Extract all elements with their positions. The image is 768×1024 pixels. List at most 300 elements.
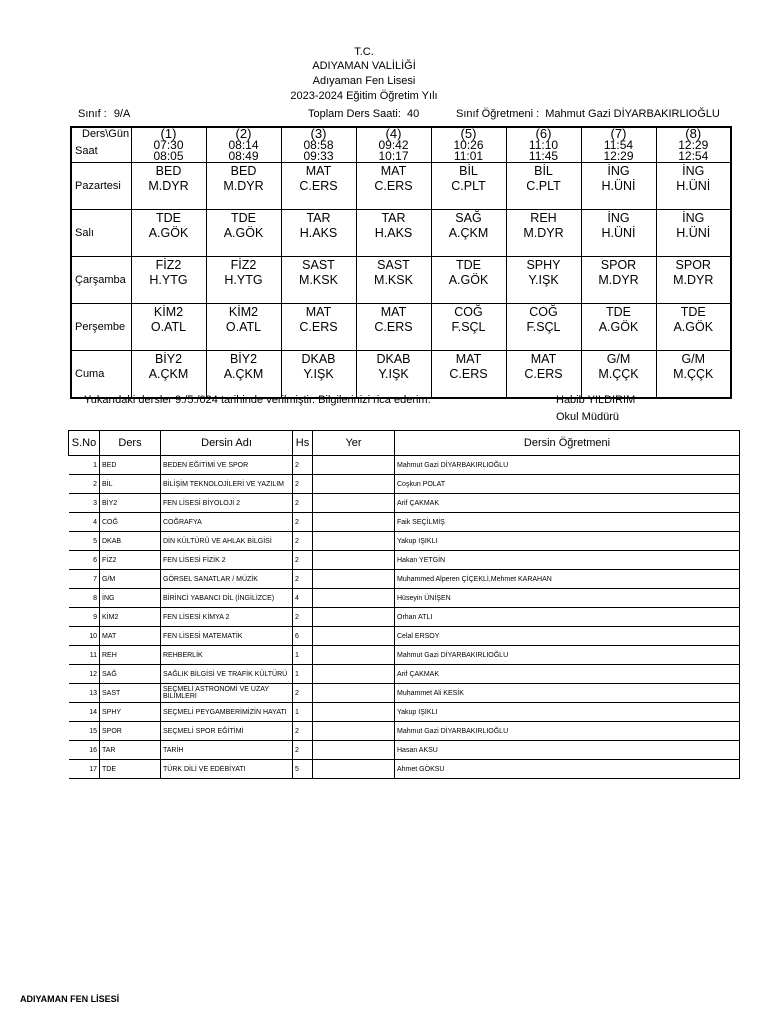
lesson-teacher-name: Hüseyin ÜNİŞEN: [395, 589, 740, 608]
period-number: (5): [431, 127, 506, 140]
lesson-name: SAĞLIK BİLGİSİ VE TRAFİK KÜLTÜRÜ: [161, 665, 293, 684]
lesson-code: İNG: [682, 211, 705, 225]
lesson-code: KİM2: [153, 305, 184, 319]
header-teacher: Dersin Öğretmeni: [395, 431, 740, 456]
lesson-place: [313, 665, 395, 684]
lesson-slot: [206, 351, 281, 399]
principal-title: Okul Müdürü: [556, 411, 619, 423]
lesson-sno: 12: [69, 665, 100, 684]
lesson-row: [69, 570, 740, 589]
lesson-row: [69, 608, 740, 627]
lesson-code: BİY2: [229, 352, 258, 366]
day-row: [71, 257, 731, 304]
lesson-slot: [356, 163, 431, 210]
lesson-sno: 16: [69, 741, 100, 760]
lesson-slot: [581, 163, 656, 210]
period-start: 11:54: [603, 138, 634, 152]
day-row: [71, 163, 731, 210]
lesson-row: [69, 456, 740, 475]
period-start: 09:42: [378, 138, 409, 152]
period-time: [656, 140, 731, 163]
lesson-place: [313, 551, 395, 570]
header-line-school: Adıyaman Fen Lisesi: [312, 75, 416, 87]
period-time-row: [71, 140, 731, 163]
period-number: (4): [356, 127, 431, 140]
lesson-teacher-name: Hasan AKSU: [395, 741, 740, 760]
lesson-code: BİY2: [154, 352, 183, 366]
day-row: [71, 351, 731, 399]
lesson-code: TDE: [231, 211, 256, 225]
lesson-name: BİLİŞİM TEKNOLOJİLERİ VE YAZILIM: [161, 475, 293, 494]
lesson-teacher: A.GÖK: [673, 320, 714, 334]
lesson-place: [313, 722, 395, 741]
header-line-year: 2023-2024 Eğitim Öğretim Yılı: [290, 90, 438, 102]
lesson-name: BEDEN EĞİTİMİ VE SPOR: [161, 456, 293, 475]
lesson-place: [313, 684, 395, 703]
class-info: [78, 108, 130, 120]
lesson-slot: [656, 304, 731, 351]
lesson-code: MAT: [305, 164, 332, 178]
lesson-teacher-name: Yakup IŞIKLI: [395, 703, 740, 722]
lesson-code: İNG: [607, 211, 630, 225]
lesson-teacher-name: Mahmut Gazi DİYARBAKIRLIOĞLU: [395, 456, 740, 475]
period-end: 10:17: [378, 149, 409, 163]
lesson-place: [313, 570, 395, 589]
class-value: 9/A: [113, 108, 131, 120]
period-start: 08:14: [228, 138, 259, 152]
lesson-slot: [131, 210, 206, 257]
lesson-slot: [356, 351, 431, 399]
lesson-teacher-name: Coşkun POLAT: [395, 475, 740, 494]
lesson-name: FEN LİSESİ FİZİK 2: [161, 551, 293, 570]
lesson-hours: 2: [293, 494, 313, 513]
period-number: (2): [206, 127, 281, 140]
lesson-code: TDE: [100, 760, 161, 779]
lesson-teacher: A.GÖK: [598, 320, 639, 334]
lesson-slot: [506, 257, 581, 304]
period-start: 07:30: [153, 138, 184, 152]
period-end: 08:05: [153, 149, 184, 163]
lesson-code: TDE: [606, 305, 631, 319]
weekly-timetable: [70, 126, 732, 399]
lesson-code: SPOR: [600, 258, 637, 272]
time-label: Saat: [71, 140, 131, 163]
lesson-code: SPHY: [100, 703, 161, 722]
lesson-teacher: M.ÇÇK: [598, 367, 639, 381]
lesson-row: [69, 627, 740, 646]
lesson-row: [69, 646, 740, 665]
lesson-slot: [281, 257, 356, 304]
lesson-teacher: H.ÜNİ: [601, 226, 636, 240]
lesson-slot: [506, 304, 581, 351]
total-hours-value: 40: [407, 108, 420, 120]
lesson-code: TDE: [680, 305, 706, 319]
lesson-slot: [131, 257, 206, 304]
lesson-code: MAT: [455, 352, 482, 366]
lesson-teacher-name: Muhammet Ali KESİK: [395, 684, 740, 703]
lesson-list-table: [68, 430, 740, 779]
lesson-code: G/M: [100, 570, 161, 589]
total-hours-info: [308, 108, 419, 120]
lesson-place: [313, 532, 395, 551]
lesson-code: MAT: [380, 305, 407, 319]
lesson-slot: [431, 351, 506, 399]
lesson-teacher: M.DYR: [598, 273, 639, 287]
lesson-teacher: H.YTG: [224, 273, 263, 287]
period-time: [581, 140, 656, 163]
period-end: 12:54: [678, 149, 709, 163]
class-label: Sınıf :: [78, 108, 107, 120]
lesson-hours: 2: [293, 551, 313, 570]
day-name: Cuma: [71, 351, 131, 399]
lesson-teacher: M.KSK: [374, 273, 413, 287]
lesson-sno: 2: [69, 475, 100, 494]
lesson-code: KİM2: [100, 608, 161, 627]
lesson-teacher-name: Orhan ATLI: [395, 608, 740, 627]
lesson-code: REH: [530, 211, 557, 225]
lesson-slot: [431, 304, 506, 351]
lesson-code: G/M: [606, 352, 631, 366]
lesson-hours: 2: [293, 722, 313, 741]
lesson-code: MAT: [530, 352, 557, 366]
lesson-code: TDE: [156, 211, 181, 225]
lesson-teacher: M.DYR: [523, 226, 564, 240]
lesson-code: MAT: [100, 627, 161, 646]
lesson-code: COĞ: [454, 305, 483, 319]
lesson-teacher: H.ÜNİ: [676, 179, 711, 193]
lesson-name: FEN LİSESİ MATEMATİK: [161, 627, 293, 646]
lesson-sno: 5: [69, 532, 100, 551]
lesson-slot: [506, 210, 581, 257]
period-end: 09:33: [303, 149, 334, 163]
lesson-slot: [131, 163, 206, 210]
lesson-code: SAST: [100, 684, 161, 703]
lesson-slot: [281, 163, 356, 210]
lesson-teacher: C.PLT: [451, 179, 486, 193]
period-end: 12:29: [603, 149, 634, 163]
period-number: (1): [131, 127, 206, 140]
lesson-code: DKAB: [301, 352, 336, 366]
header-place: Yer: [313, 431, 395, 456]
lesson-teacher: C.PLT: [526, 179, 561, 193]
lesson-teacher-name: Mahmut Gazi DİYARBAKIRLIOĞLU: [395, 722, 740, 741]
lesson-teacher: A.GÖK: [448, 273, 489, 287]
lesson-slot: [581, 257, 656, 304]
lesson-slot: [281, 210, 356, 257]
lesson-slot: [356, 304, 431, 351]
lesson-sno: 8: [69, 589, 100, 608]
lesson-sno: 3: [69, 494, 100, 513]
lesson-row: [69, 551, 740, 570]
lesson-slot: [206, 257, 281, 304]
lesson-teacher: Y.IŞK: [303, 367, 334, 381]
principal-name: Habib YILDIRIM: [556, 394, 636, 406]
lesson-code: MAT: [305, 305, 332, 319]
lesson-teacher: A.ÇKM: [148, 367, 189, 381]
lesson-teacher: M.DYR: [223, 179, 264, 193]
lesson-slot: [581, 304, 656, 351]
lesson-place: [313, 513, 395, 532]
lesson-code: FİZ2: [155, 258, 182, 272]
lesson-slot: [656, 210, 731, 257]
lesson-hours: 5: [293, 760, 313, 779]
lesson-sno: 7: [69, 570, 100, 589]
lesson-teacher: H.ÜNİ: [676, 226, 711, 240]
lesson-hours: 2: [293, 475, 313, 494]
period-time: [281, 140, 356, 163]
lesson-code: KİM2: [228, 305, 259, 319]
period-start: 10:26: [453, 138, 484, 152]
lesson-slot: [506, 163, 581, 210]
lesson-slot: [206, 210, 281, 257]
lesson-slot: [581, 210, 656, 257]
lesson-place: [313, 608, 395, 627]
lesson-slot: [131, 304, 206, 351]
lesson-row: [69, 513, 740, 532]
lesson-code: SAST: [377, 258, 410, 272]
lesson-code: SAĞ: [455, 211, 482, 225]
lesson-sno: 10: [69, 627, 100, 646]
header-line-tc: T.C.: [354, 46, 374, 58]
lesson-teacher-name: Arif ÇAKMAK: [395, 665, 740, 684]
header-sno: S.No: [69, 431, 100, 456]
lesson-code: İNG: [607, 164, 630, 178]
lesson-row: [69, 475, 740, 494]
lesson-hours: 1: [293, 665, 313, 684]
lesson-teacher: C.ERS: [299, 320, 338, 334]
lesson-hours: 4: [293, 589, 313, 608]
lesson-sno: 15: [69, 722, 100, 741]
lesson-name: SEÇMELİ ASTRONOMİ VE UZAY BİLİMLERİ: [161, 684, 293, 703]
lesson-name: GÖRSEL SANATLAR / MÜZİK: [161, 570, 293, 589]
lesson-code: BİL: [459, 164, 478, 178]
lesson-name: FEN LİSESİ BİYOLOJİ 2: [161, 494, 293, 513]
lesson-teacher: Y.IŞK: [378, 367, 409, 381]
lesson-name: COĞRAFYA: [161, 513, 293, 532]
lesson-teacher-name: Faik SEÇİLMİŞ: [395, 513, 740, 532]
period-start: 08:58: [303, 138, 334, 152]
day-row: [71, 210, 731, 257]
lesson-teacher: C.ERS: [524, 367, 563, 381]
header-code: Ders: [100, 431, 161, 456]
lesson-teacher-name: Yakup IŞIKLI: [395, 532, 740, 551]
lesson-code: DKAB: [100, 532, 161, 551]
lesson-teacher: H.YTG: [149, 273, 188, 287]
class-teacher-info: [456, 108, 720, 120]
period-end: 08:49: [228, 149, 259, 163]
lesson-name: REHBERLİK: [161, 646, 293, 665]
lesson-place: [313, 760, 395, 779]
lesson-slot: [506, 351, 581, 399]
lesson-teacher: C.ERS: [449, 367, 488, 381]
lesson-teacher: H.AKS: [374, 226, 413, 240]
lesson-hours: 1: [293, 703, 313, 722]
lesson-teacher: C.ERS: [374, 179, 413, 193]
lesson-code: BİY2: [100, 494, 161, 513]
lesson-hours: 6: [293, 627, 313, 646]
lesson-name: TARİH: [161, 741, 293, 760]
lesson-teacher: M.KSK: [299, 273, 338, 287]
lesson-row: [69, 665, 740, 684]
lesson-name: FEN LİSESİ KİMYA 2: [161, 608, 293, 627]
lesson-code: COĞ: [100, 513, 161, 532]
lesson-code: İNG: [682, 164, 705, 178]
lesson-code: SPOR: [675, 258, 711, 272]
lesson-sno: 1: [69, 456, 100, 475]
lesson-place: [313, 646, 395, 665]
lesson-teacher: H.AKS: [299, 226, 338, 240]
lesson-row: [69, 494, 740, 513]
lesson-hours: 1: [293, 646, 313, 665]
lesson-code: FİZ2: [230, 258, 257, 272]
lesson-sno: 4: [69, 513, 100, 532]
period-start: 12:29: [678, 138, 709, 152]
lesson-code: G/M: [681, 352, 706, 366]
class-teacher-value: Mahmut Gazi DİYARBAKIRLIOĞLU: [545, 108, 720, 120]
lesson-teacher: A.ÇKM: [448, 226, 489, 240]
lesson-slot: [656, 163, 731, 210]
lesson-name: TÜRK DİLİ VE EDEBİYATI: [161, 760, 293, 779]
lesson-teacher: F.SÇL: [451, 320, 486, 334]
lesson-sno: 17: [69, 760, 100, 779]
lesson-teacher: H.ÜNİ: [601, 179, 636, 193]
header-line-governorship: ADIYAMAN VALİLİĞİ: [312, 60, 416, 72]
period-time: [431, 140, 506, 163]
given-date-note: Yukarıdaki dersler 9./5./024 tarihinde verilmiştir. Bilgilerinizi rica ederim.: [84, 394, 431, 406]
lesson-hours: 2: [293, 570, 313, 589]
lesson-teacher: C.ERS: [374, 320, 413, 334]
lesson-code: SPHY: [526, 258, 561, 272]
lesson-slot: [206, 304, 281, 351]
lesson-row: [69, 532, 740, 551]
period-time: [131, 140, 206, 163]
lesson-hours: 2: [293, 608, 313, 627]
lesson-place: [313, 627, 395, 646]
lesson-teacher: M.ÇÇK: [673, 367, 714, 381]
lesson-place: [313, 589, 395, 608]
lesson-teacher-name: Arif ÇAKMAK: [395, 494, 740, 513]
lesson-teacher-name: Celal ERSOY: [395, 627, 740, 646]
period-start: 11:10: [528, 138, 559, 152]
lesson-code: TAR: [381, 211, 406, 225]
lesson-teacher: O.ATL: [225, 320, 262, 334]
lesson-row: [69, 741, 740, 760]
lesson-name: BİRİNCİ YABANCI DİL (İNGİLİZCE): [161, 589, 293, 608]
lesson-teacher: C.ERS: [299, 179, 338, 193]
lesson-hours: 2: [293, 513, 313, 532]
lesson-place: [313, 703, 395, 722]
lesson-slot: [431, 257, 506, 304]
lesson-place: [313, 494, 395, 513]
lesson-name: SEÇMELİ SPOR EĞİTİMİ: [161, 722, 293, 741]
lesson-code: BED: [230, 164, 257, 178]
day-name: Pazartesi: [71, 163, 131, 210]
period-number: (6): [506, 127, 581, 140]
lesson-sno: 13: [69, 684, 100, 703]
lesson-slot: [431, 163, 506, 210]
lesson-teacher: A.GÖK: [223, 226, 264, 240]
lesson-teacher-name: Mahmut Gazi DİYARBAKIRLIOĞLU: [395, 646, 740, 665]
lesson-row: [69, 760, 740, 779]
day-row: [71, 304, 731, 351]
lesson-code: BİL: [534, 164, 553, 178]
lesson-teacher: O.ATL: [150, 320, 187, 334]
lesson-slot: [656, 257, 731, 304]
lesson-hours: 2: [293, 684, 313, 703]
lesson-sno: 11: [69, 646, 100, 665]
lesson-name: DİN KÜLTÜRÜ VE AHLAK BİLGİSİ: [161, 532, 293, 551]
lesson-code: REH: [100, 646, 161, 665]
lesson-code: DKAB: [376, 352, 411, 366]
period-end: 11:45: [528, 149, 559, 163]
lesson-slot: [356, 210, 431, 257]
day-name: Çarşamba: [71, 257, 131, 304]
lesson-code: BED: [155, 164, 182, 178]
lesson-code: MAT: [380, 164, 407, 178]
period-time: [506, 140, 581, 163]
lesson-code: SAST: [302, 258, 335, 272]
lesson-code: TAR: [100, 741, 161, 760]
lesson-slot: [431, 210, 506, 257]
corner-label: Ders\Gün: [71, 127, 131, 140]
lesson-teacher-name: Hakan YETGİN: [395, 551, 740, 570]
lesson-sno: 6: [69, 551, 100, 570]
lesson-hours: 2: [293, 741, 313, 760]
lesson-row: [69, 684, 740, 703]
period-number: (8): [656, 127, 731, 140]
lesson-sno: 9: [69, 608, 100, 627]
lesson-slot: [281, 304, 356, 351]
lesson-code: SAĞ: [100, 665, 161, 684]
period-number: (7): [581, 127, 656, 140]
footer-school-name: ADIYAMAN FEN LİSESİ: [20, 994, 120, 1004]
lesson-row: [69, 722, 740, 741]
period-time: [356, 140, 431, 163]
lesson-hours: 2: [293, 456, 313, 475]
total-hours-label: Toplam Ders Saati:: [308, 108, 401, 120]
lesson-code: TAR: [306, 211, 331, 225]
lesson-teacher: F.SÇL: [526, 320, 561, 334]
day-name: Salı: [71, 210, 131, 257]
header-name: Dersin Adı: [161, 431, 293, 456]
lesson-list-header-row: [69, 431, 740, 456]
lesson-slot: [656, 351, 731, 399]
lesson-slot: [206, 163, 281, 210]
lesson-sno: 14: [69, 703, 100, 722]
lesson-code: SPOR: [100, 722, 161, 741]
lesson-slot: [581, 351, 656, 399]
lesson-row: [69, 703, 740, 722]
lesson-place: [313, 475, 395, 494]
lesson-teacher-name: Muhammed Alperen ÇİÇEKLİ,Mehmet KARAHAN: [395, 570, 740, 589]
header-hours: Hs: [293, 431, 313, 456]
lesson-teacher: Y.IŞK: [528, 273, 559, 287]
lesson-name: SEÇMELİ PEYGAMBERİMİZİN HAYATI: [161, 703, 293, 722]
lesson-code: COĞ: [529, 305, 558, 319]
lesson-code: TDE: [456, 258, 481, 272]
lesson-slot: [131, 351, 206, 399]
lesson-row: [69, 589, 740, 608]
lesson-teacher: M.DYR: [148, 179, 189, 193]
day-name: Perşembe: [71, 304, 131, 351]
lesson-code: BİL: [100, 475, 161, 494]
lesson-place: [313, 456, 395, 475]
lesson-teacher: A.GÖK: [148, 226, 189, 240]
lesson-slot: [281, 351, 356, 399]
lesson-code: BED: [100, 456, 161, 475]
period-number: (3): [281, 127, 356, 140]
lesson-teacher: A.ÇKM: [223, 367, 264, 381]
